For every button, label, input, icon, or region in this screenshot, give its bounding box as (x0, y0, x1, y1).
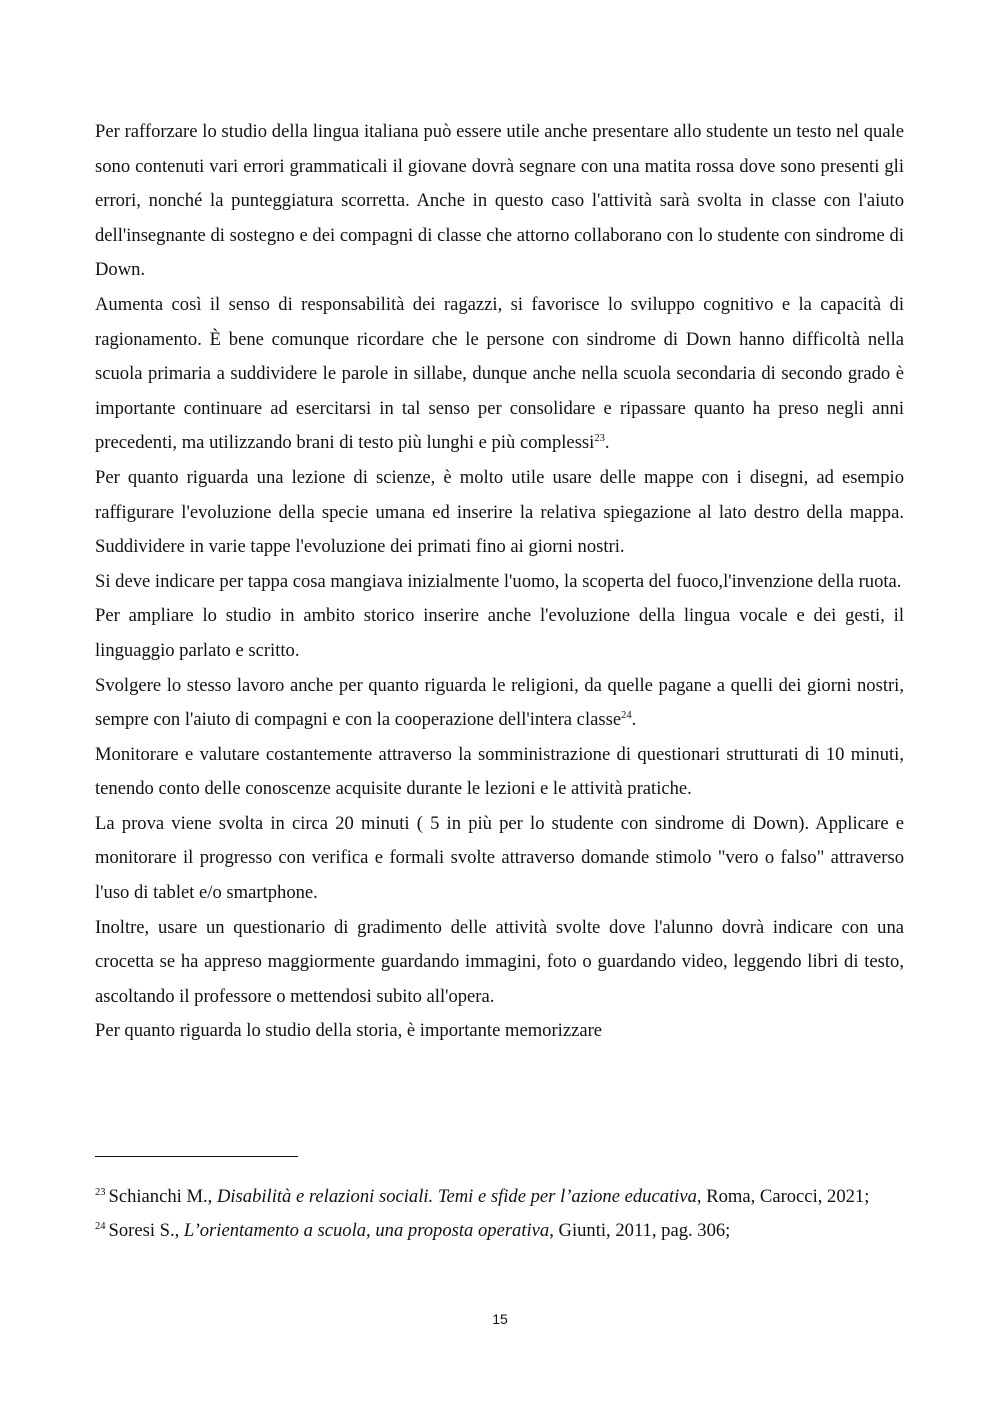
paragraph-2 (95, 288, 904, 461)
footnote-title: Disabilità e relazioni sociali. Temi e sfide per l’azione educativa (216, 1186, 697, 1207)
footnote-separator (95, 1156, 298, 1157)
paragraph-9 (95, 911, 904, 1015)
footnote-author: Schianchi M., (108, 1186, 217, 1207)
body-text (95, 115, 904, 1049)
footnote-reference-23[interactable]: 23 (594, 433, 605, 445)
paragraph-text: La prova viene svolta in circa 20 minuti ( 5 in più per lo studente con sindrome di Down). Applicare e monitorare il progresso con verifica e formali svolte attraverso domande stimolo "vero o falso" attraverso l'uso di tablet e/o smartphone. (95, 812, 904, 904)
footnote-publication: , Giunti, 2011, pag. 306; (549, 1220, 731, 1241)
paragraph-text: Per rafforzare lo studio della lingua italiana può essere utile anche presentare allo studente un testo nel quale sono contenuti vari errori grammaticali il giovane dovrà segnare con una matita rossa dove sono presenti gli errori, nonché la punteggiatura scorretta. Anche in questo caso l'attività sarà svolta in classe con l'aiuto dell'insegnante di sostegno e dei compagni di classe che attorno collaborano con lo studente con sindrome di Down. (95, 121, 904, 281)
paragraph-7 (95, 738, 904, 807)
paragraph-8 (95, 807, 904, 911)
paragraph-text: Per quanto riguarda lo studio della storia, è importante memorizzare (95, 1020, 603, 1042)
footnote-author: Soresi S., (108, 1220, 184, 1241)
footnote-24 (95, 1214, 904, 1248)
paragraph-10 (95, 1014, 904, 1049)
paragraph-text: Aumenta così il senso di responsabilità dei ragazzi, si favorisce lo sviluppo cognitivo e la capacità di ragionamento. È bene comunque ricordare che le persone con sindrome di Down hanno difficoltà nella scuola primaria a suddividere le parole in sillabe, dunque anche nella scuola secondaria di secondo grado è importante continuare ad esercitarsi in tal senso per consolidare e ripassare quanto ha preso negli anni precedenti, ma utilizzando brani di testo più lunghi e più complessi (95, 293, 904, 454)
footnotes (95, 1180, 904, 1248)
paragraph-6 (95, 669, 904, 738)
paragraph-5 (95, 599, 904, 668)
paragraph-text: Svolgere lo stesso lavoro anche per quanto riguarda le religioni, da quelle pagane a quelli dei giorni nostri, sempre con l'aiuto di compagni e con la cooperazione dell'intera classe (95, 674, 904, 731)
footnote-title: L’orientamento a scuola, una proposta operativa (183, 1220, 550, 1241)
footnote-number: 23 (95, 1187, 106, 1198)
page-number: 15 (492, 1311, 508, 1327)
footnote-number: 24 (95, 1221, 106, 1232)
paragraph-4 (95, 565, 904, 600)
sentence-end-period: . (604, 432, 610, 454)
paragraph-text: Per quanto riguarda una lezione di scienze, è molto utile usare delle mappe con i disegni, ad esempio raffigurare l'evoluzione della specie umana ed inserire la relativa spiegazione al lato destro della mappa. Suddividere in varie tappe l'evoluzione dei primati fino ai giorni nostri. (95, 466, 904, 558)
sentence-end-period: . (631, 709, 637, 731)
footnote-23 (95, 1180, 904, 1214)
paragraph-text: Inoltre, usare un questionario di gradimento delle attività svolte dove l'alunno dovrà indicare con una crocetta se ha appreso maggiormente guardando immagini, foto o guardando video, leggendo libri di testo, ascoltando il professore o mettendosi subito all'opera. (95, 916, 904, 1007)
paragraph-1 (95, 115, 904, 288)
footnote-publication: , Roma, Carocci, 2021; (696, 1186, 870, 1207)
paragraph-text: Per ampliare lo studio in ambito storico inserire anche l'evoluzione della lingua vocale e dei gesti, il linguaggio parlato e scritto. (95, 605, 904, 661)
paragraph-text: Si deve indicare per tappa cosa mangiava inizialmente l'uomo, la scoperta del fuoco,l'invenzione della ruota. (95, 570, 902, 592)
footnote-reference-24[interactable]: 24 (621, 710, 632, 722)
paragraph-text: Monitorare e valutare costantemente attraverso la somministrazione di questionari strutturati di 10 minuti, tenendo conto delle conoscenze acquisite durante le lezioni e le attività pratiche. (95, 743, 904, 800)
paragraph-3 (95, 461, 904, 565)
